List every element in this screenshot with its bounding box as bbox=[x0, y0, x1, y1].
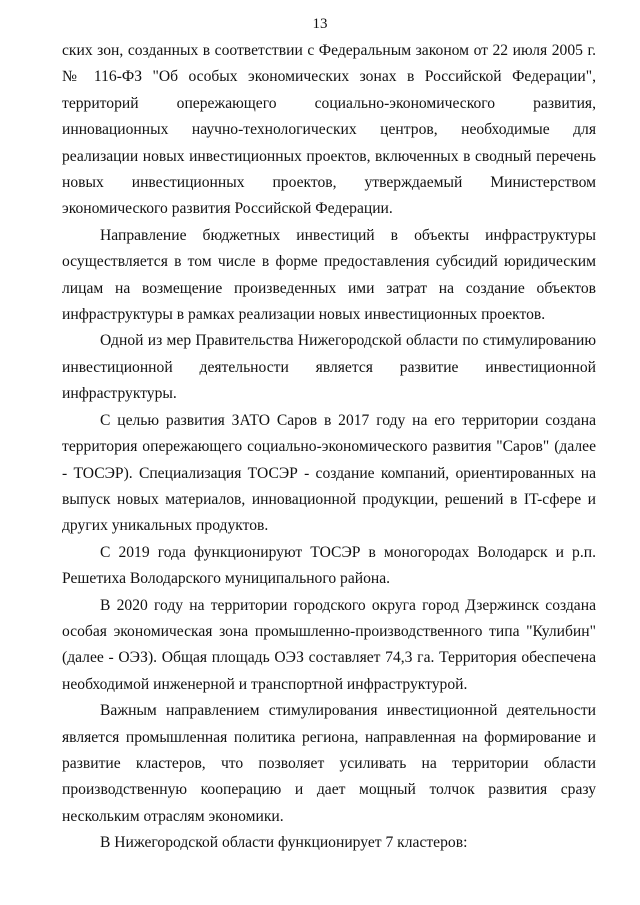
page-number: 13 bbox=[312, 16, 328, 32]
paragraph-special-economic-zones-continued: ских зон, созданных в соответствии с Федеральным законом от 22 июля 2005 г. № 116-ФЗ "Об особых экономических зонах в Российской Федерации", территорий опережающего социально-экономического развития, инновационных научно-технологических центров, необходимые для реализации новых инвестиционных проектов, включенных в сводный перечень новых инвестиционных проектов, утверждаемый Министерством экономического развития Российской Федерации. bbox=[62, 42, 596, 218]
paragraph-sez-kulibin: В 2020 году на территории городского округа город Дзержинск создана особая экономическая зона промышленно-производственного типа "Кулибин" (далее - ОЭЗ). Общая площадь ОЭЗ составляет 74,3 га. Территория обеспечена необходимой инженерной и транспортной инфраструктурой. bbox=[62, 596, 596, 693]
paragraph-budget-investments: Направление бюджетных инвестиций в объекты инфраструктуры осуществляется в том числе в форме предоставления субсидий юридическим лицам на возмещение произведенных ими затрат на создание объектов инфраструктуры в рамках реализации новых инвестиционных проектов. bbox=[62, 226, 596, 324]
paragraph-tosor-volodarsk: С 2019 года функционируют ТОСЭР в моногородах Володарск и р.п. Решетиха Володарского муниципального района. bbox=[62, 543, 596, 588]
paragraph-industrial-policy: Важным направлением стимулирования инвестиционной деятельности является промышленная политика региона, направленная на формирование и развитие кластеров, что позволяет усиливать на территории области производственную кооперацию и дает мощный толчок развития сразу нескольким отраслям экономики. bbox=[62, 702, 596, 825]
document-body bbox=[62, 38, 596, 857]
paragraph-clusters-intro: В Нижегородской области функционирует 7 кластеров: bbox=[100, 834, 468, 852]
paragraph-tosor-sarov: С целью развития ЗАТО Саров в 2017 году на его территории создана территория опережающего социально-экономического развития "Саров" (далее - ТОСЭР). Специализация ТОСЭР - создание компаний, ориентированных на выпуск новых материалов, инновационной продукции, решений в IT-сфере и других уникальных продуктов. bbox=[62, 411, 596, 535]
paragraph-investment-infrastructure: Одной из мер Правительства Нижегородской области по стимулированию инвестиционной деятельности является развитие инвестиционной инфраструктуры. bbox=[62, 332, 596, 403]
